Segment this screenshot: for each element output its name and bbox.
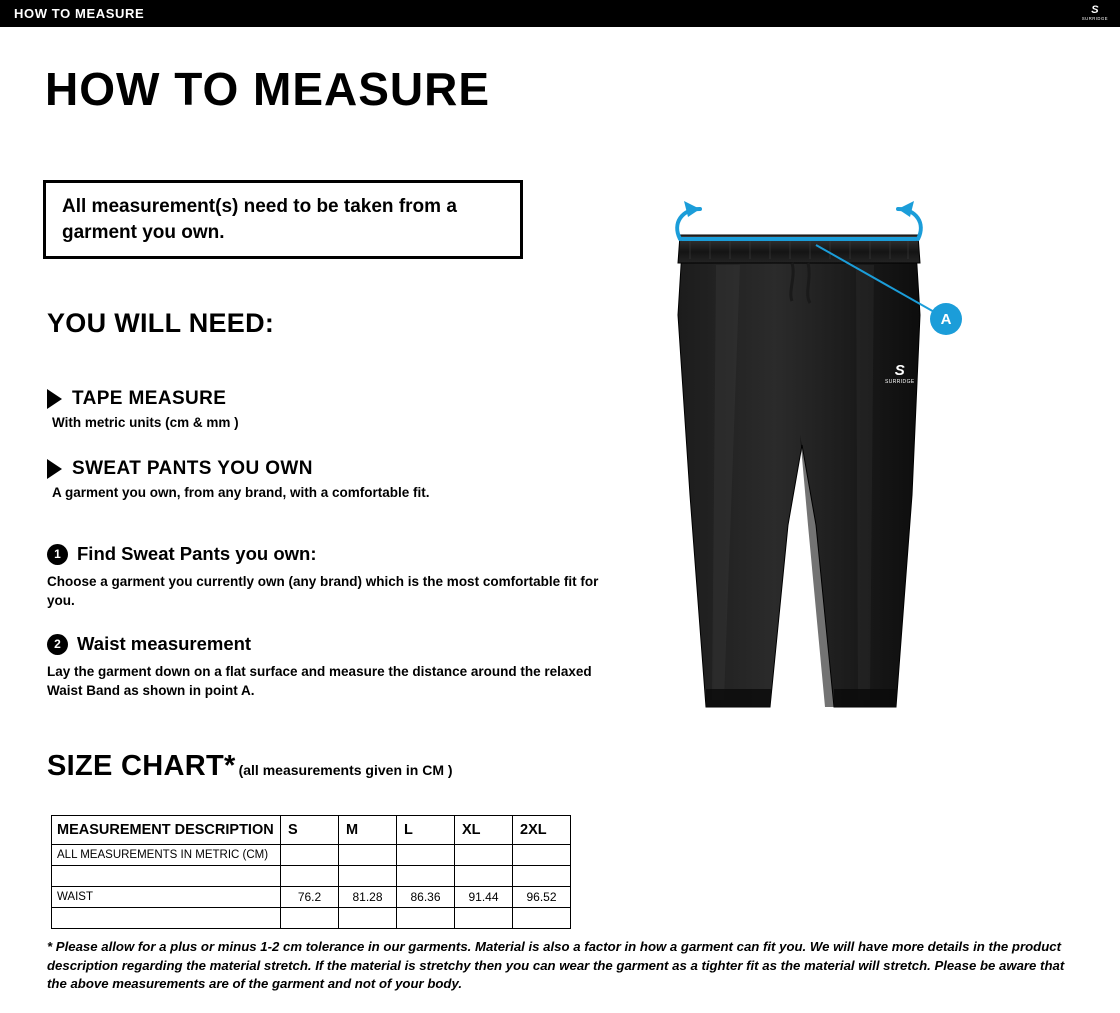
table-row: [52, 845, 571, 866]
need-item-subtitle: A garment you own, from any brand, with a comfortable fit.: [52, 485, 430, 500]
row-value: 76.2: [281, 887, 339, 908]
need-item-subtitle: With metric units (cm & mm ): [52, 415, 239, 430]
row-value: [513, 866, 571, 887]
garment-logo-wordmark: SURRIDGE: [885, 379, 915, 385]
table-row: [52, 866, 571, 887]
step-number-badge: 2: [47, 634, 68, 655]
row-value: [281, 908, 339, 929]
measurement-callout-box: [43, 180, 523, 259]
measurement-point-a-badge: A: [930, 303, 962, 335]
triangle-bullet-icon: [47, 389, 62, 409]
row-value: [455, 866, 513, 887]
step-title: Waist measurement: [77, 633, 252, 654]
row-value: 91.44: [455, 887, 513, 908]
table-header-row: [52, 816, 571, 845]
size-chart-title: SIZE CHART*: [47, 750, 236, 782]
row-value: [397, 866, 455, 887]
need-item-tape-measure: [47, 388, 239, 430]
row-value: 81.28: [339, 887, 397, 908]
logo-wordmark: SURRIDGE: [1081, 16, 1108, 22]
table-header-cell: 2XL: [513, 816, 571, 845]
row-value: 96.52: [513, 887, 571, 908]
row-value: [281, 845, 339, 866]
garment-logo-mark: S: [894, 362, 905, 379]
size-chart-table: [51, 815, 571, 929]
size-chart-heading: [47, 750, 453, 783]
need-item-title: TAPE MEASURE: [72, 388, 227, 409]
row-value: [339, 908, 397, 929]
row-label: [52, 908, 281, 929]
row-value: [455, 908, 513, 929]
product-illustration: [620, 195, 1020, 725]
row-label: ALL MEASUREMENTS IN METRIC (CM): [52, 845, 281, 866]
row-label: [52, 866, 281, 887]
callout-text: All measurement(s) need to be taken from a garment you own.: [62, 195, 457, 243]
row-value: [339, 866, 397, 887]
header-title: HOW TO MEASURE: [14, 6, 145, 21]
triangle-bullet-icon: [47, 459, 62, 479]
step-body: Choose a garment you currently own (any brand) which is the most comfortable fit for you.: [47, 574, 599, 609]
table-header-cell: S: [281, 816, 339, 845]
need-item-title: SWEAT PANTS YOU OWN: [72, 458, 313, 479]
row-value: [513, 845, 571, 866]
table-header-cell: XL: [455, 816, 513, 845]
row-value: [455, 845, 513, 866]
garment-surridge-logo: [885, 363, 915, 385]
you-will-need-heading: YOU WILL NEED:: [47, 308, 275, 338]
tolerance-footnote: * Please allow for a plus or minus 1-2 cm tolerance in our garments. Material is also a factor in how a garment can fit you. We will have more details in the product description regarding the material stretch. If the material is stretchy then you can wear the garment as a tighter fit as the material will stretch. Please be aware that the above measurements are of the garment and not of your body.: [47, 939, 1065, 992]
surridge-logo: [1082, 5, 1120, 21]
step-body: Lay the garment down on a flat surface and measure the distance around the relaxed Waist Band as shown in point A.: [47, 664, 592, 699]
row-value: [397, 908, 455, 929]
row-value: [281, 866, 339, 887]
row-label: WAIST: [52, 887, 281, 908]
sweat-pants-illustration: [620, 195, 1020, 725]
size-chart-subtitle: (all measurements given in CM ): [238, 762, 453, 778]
need-item-sweat-pants: [47, 458, 430, 500]
table-row: [52, 887, 571, 908]
row-value: 86.36: [397, 887, 455, 908]
row-value: [339, 845, 397, 866]
table-row: [52, 908, 571, 929]
table-header-cell: M: [339, 816, 397, 845]
logo-mark: S: [1091, 4, 1099, 17]
page-title: HOW TO MEASURE: [45, 63, 491, 115]
table-header-cell: L: [397, 816, 455, 845]
top-header-bar: [0, 0, 1120, 27]
step-number-badge: 1: [47, 544, 68, 565]
table-header-cell: MEASUREMENT DESCRIPTION: [52, 816, 281, 845]
step-title: Find Sweat Pants you own:: [77, 543, 317, 564]
row-value: [513, 908, 571, 929]
row-value: [397, 845, 455, 866]
step-find-sweat-pants: [47, 543, 627, 610]
step-waist-measurement: [47, 633, 627, 700]
